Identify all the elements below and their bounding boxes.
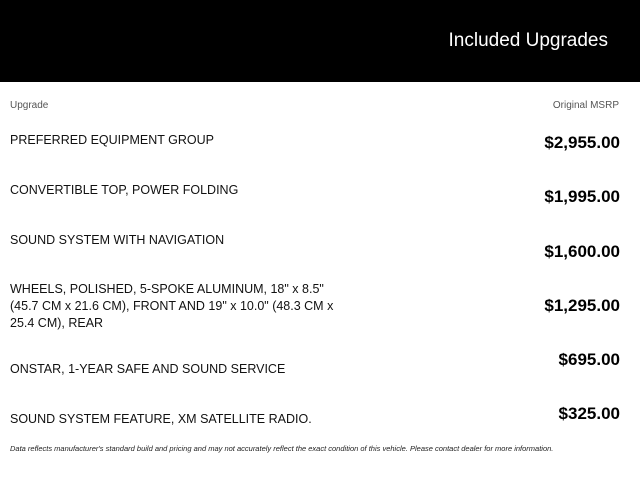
upgrade-name: CONVERTIBLE TOP, POWER FOLDING <box>10 183 239 197</box>
upgrade-price: $695.00 <box>558 350 620 369</box>
upgrade-price: $1,995.00 <box>544 187 620 206</box>
disclaimer-text: Data reflects manufacturer's standard build and pricing and may not accurately reflect the exact condition of this vehicle. Please contact dealer for more information. <box>10 444 554 453</box>
upgrade-price: $2,955.00 <box>544 133 620 152</box>
column-header-msrp: Original MSRP <box>552 100 619 111</box>
upgrade-name: SOUND SYSTEM FEATURE, XM SATELLITE RADIO. <box>10 412 312 426</box>
upgrade-name: ONSTAR, 1-YEAR SAFE AND SOUND SERVICE <box>10 362 286 376</box>
page-title: Included Upgrades <box>448 30 608 51</box>
upgrade-name: SOUND SYSTEM WITH NAVIGATION <box>10 233 225 247</box>
upgrade-price: $325.00 <box>558 404 620 423</box>
upgrade-price: $1,600.00 <box>544 242 620 261</box>
upgrade-name: PREFERRED EQUIPMENT GROUP <box>10 133 214 147</box>
upgrade-name: WHEELS, POLISHED, 5-SPOKE ALUMINUM, 18" x 8.5" (45.7 CM x 21.6 CM), FRONT AND 19" x 10.0" (48.3 CM x 25.4 CM), REAR <box>10 282 334 330</box>
header-bar <box>0 0 640 82</box>
upgrade-price: $1,295.00 <box>544 296 620 315</box>
column-header-upgrade: Upgrade <box>10 100 49 111</box>
